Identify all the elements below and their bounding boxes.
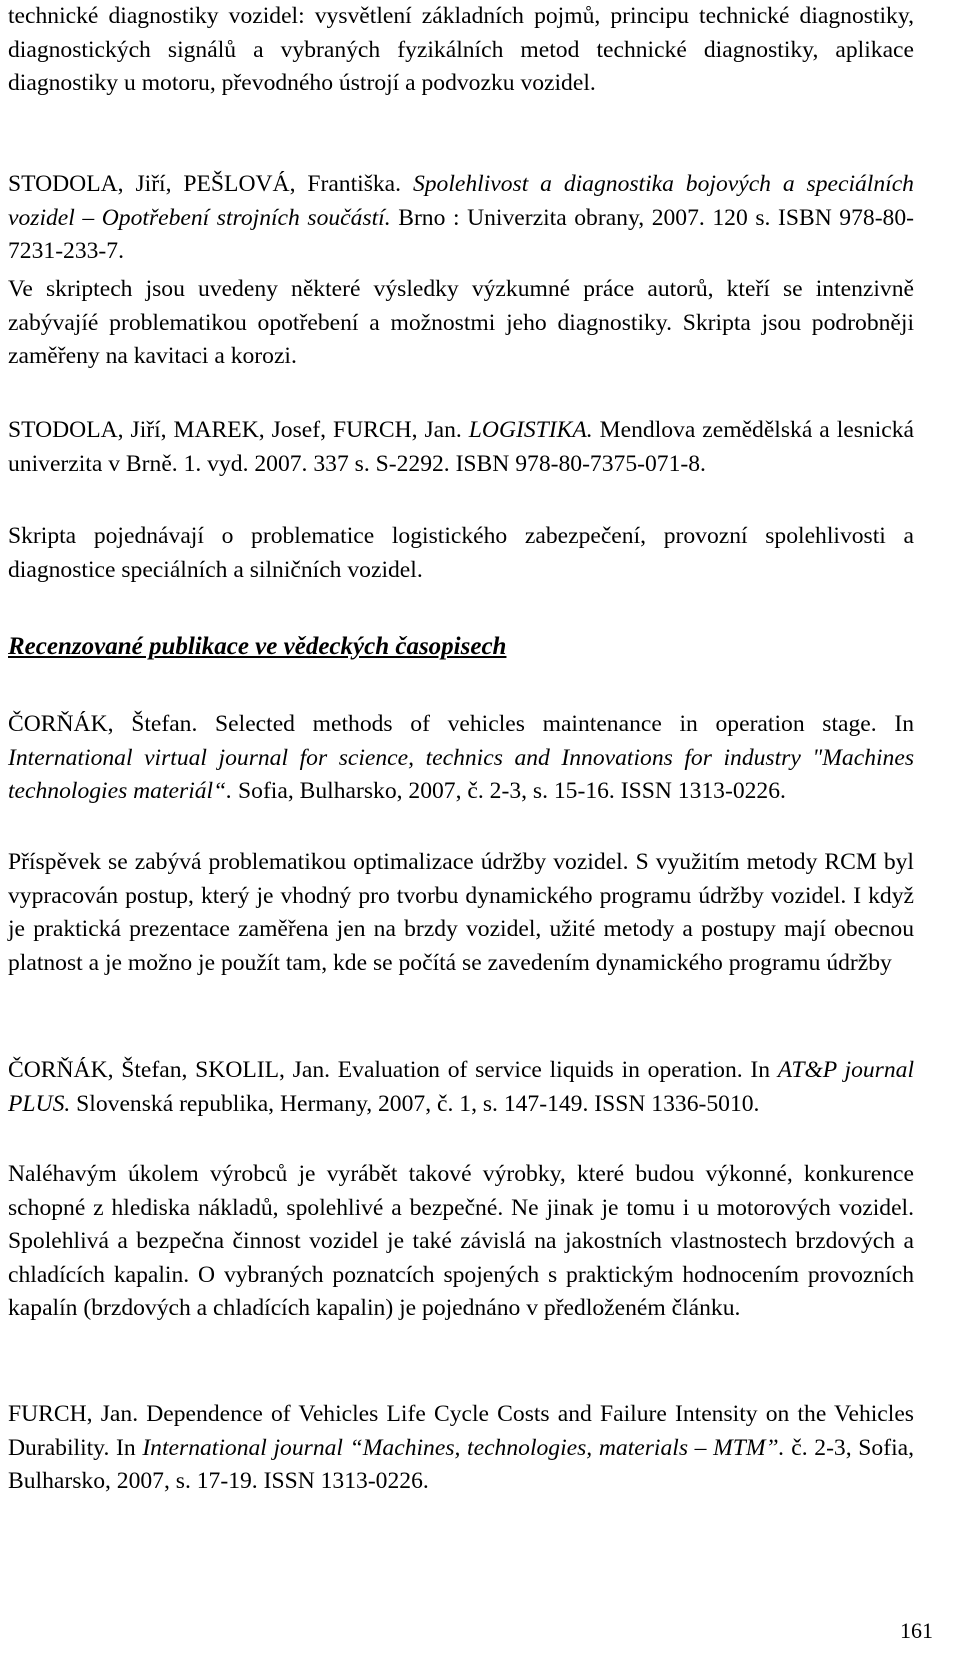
article-reference [8, 1398, 914, 1499]
journal-title: International journal “Machines, technologies, materials – MTM”. [142, 1434, 785, 1461]
book-annotation: Ve skriptech jsou uvedeny některé výsledky výzkumné práce autorů, kteří se intenzivně zabývajíé problematikou opotřebení a možnostmi jeho diagnostiky. Skripta jsou podrobněji zaměřeny na kavitaci a korozi. [8, 276, 914, 369]
reference-details: Slovenská republika, Hermany, 2007, č. 1, s. 147-149. ISSN 1336-5010. [70, 1090, 760, 1117]
page-number: 161 [900, 1618, 933, 1643]
reference-title: LOGISTIKA. [468, 417, 593, 443]
reference-authors: STODOLA, Jiří, MAREK, Josef, FURCH, Jan. [8, 417, 469, 443]
reference-authors-title: FURCH, Jan. Dependence of Vehicles Life Cycle Costs and Failure Intensity on the Vehicles Durability. In [8, 1401, 914, 1461]
reference-details: Brno : Univerzita obrany, 2007. 120 s. ISBN 978-80-7231-233-7. [8, 204, 914, 264]
journal-title: International virtual journal for science, technics and Innovations for industry "Machines technologies materiál“. [8, 744, 914, 804]
article-annotation: Příspěvek se zabývá problematikou optimalizace údržby vozidel. S využitím metody RCM byl vypracován postup, který je vhodný pro tvorbu dynamického programu údržby vozidel. I když je praktická prezentace zaměřena jen na brzdy vozidel, užité metody a postupy mají obecnou platnost a je možno je použít tam, kde se počítá se zavedením dynamického programu údržby [8, 849, 914, 976]
reference-title: Spolehlivost a diagnostika bojových a speciálních vozidel – Opotřebení strojních součástí. [8, 171, 914, 231]
reference-authors-title: ČORŇÁK, Štefan. Selected methods of vehicles maintenance in operation stage. In [8, 711, 914, 737]
reference-details: Mendlova zemědělská a lesnická univerzita v Brně. 1. vyd. 2007. 337 s. S-2292. ISBN 978-80-7375-071-8. [8, 417, 915, 477]
article-reference [8, 1054, 914, 1121]
reference-details: Sofia, Bulharsko, 2007, č. 2-3, s. 15-16. ISSN 1313-0226. [232, 778, 786, 804]
book-reference [8, 168, 914, 269]
section-heading: Recenzované publikace ve vědeckých časopisech [8, 633, 507, 660]
reference-authors: STODOLA, Jiří, PEŠLOVÁ, Františka. [8, 171, 413, 197]
article-annotation: Naléhavým úkolem výrobců je vyrábět takové výrobky, které budou výkonné, konkurence schopné z hlediska nákladů, spolehlivé a bezpečné. Ne jinak je tomu i u motorových vozidel. Spolehlivá a bezpečna činnost vozidel je také závislá na jakostních vlastnostech brzdových a chladících kapalin. O vybraných poznatcích spojených s praktickým hodnocením provozních kapalín (brzdových a chladících kapalin) je pojednáno v předloženém článku. [8, 1161, 914, 1321]
book-reference [8, 414, 914, 481]
book-annotation: Skripta pojednávají o problematice logistického zabezpečení, provozní spolehlivosti a diagnostice speciálních a silničních vozidel. [8, 523, 914, 583]
article-reference [8, 708, 914, 809]
reference-authors-title: ČORŇÁK, Štefan, SKOLIL, Jan. Evaluation of service liquids in operation. In [8, 1057, 778, 1083]
reference-details: č. 2-3, Sofia, Bulharsko, 2007, s. 17-19. ISSN 1313-0226. [8, 1434, 914, 1494]
journal-title: AT&P journal PLUS. [8, 1057, 915, 1117]
intro-paragraph: technické diagnostiky vozidel: vysvětlení základních pojmů, principu technické diagnostiky, diagnostických signálů a vybraných fyzikálních metod technické diagnostiky, aplikace diagnostiky u motoru, převodného ústrojí a podvozku vozidel. [8, 3, 914, 96]
